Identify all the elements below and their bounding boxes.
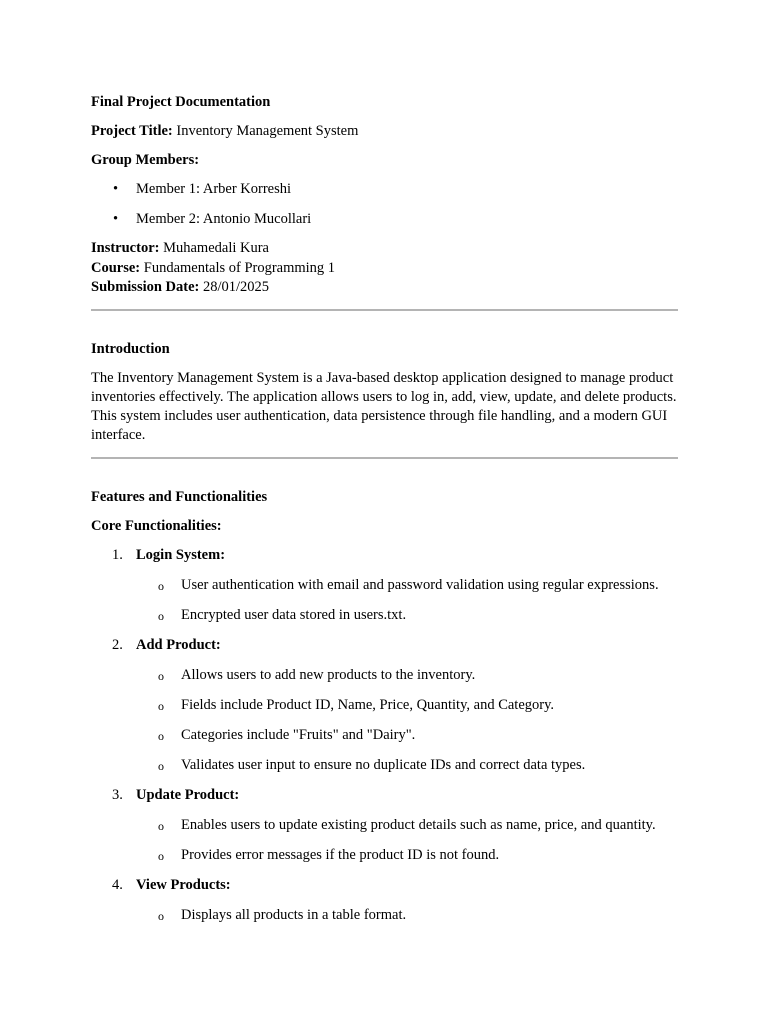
circle-bullet-icon: o	[158, 908, 164, 923]
bullet-icon: •	[113, 181, 119, 197]
circle-bullet-icon: o	[158, 698, 164, 713]
list-item: o Fields include Product ID, Name, Price, Quantity, and Category.	[158, 696, 555, 713]
course-meta	[91, 239, 678, 298]
member-list	[91, 180, 678, 228]
circle-bullet-icon: o	[158, 728, 164, 743]
feature-title: Login System:	[136, 546, 226, 563]
item-number: 4.	[112, 876, 123, 893]
list-item: o Encrypted user data stored in users.txt.	[158, 606, 407, 623]
list-item: o Displays all products in a table format.	[158, 906, 407, 923]
document-title: Final Project Documentation	[91, 94, 271, 110]
bullet-icon: •	[113, 211, 119, 227]
project-title-line	[91, 122, 678, 140]
feature-item-view-products	[91, 876, 678, 924]
feature-list	[91, 546, 678, 924]
feature-title: View Products:	[136, 876, 231, 893]
core-functionalities-heading: Core Functionalities:	[91, 517, 222, 534]
divider	[91, 309, 678, 311]
introduction-heading: Introduction	[91, 340, 170, 357]
list-item: o User authentication with email and password validation using regular expressions.	[158, 576, 659, 593]
instructor-label: Instructor:	[91, 240, 160, 256]
item-number: 2.	[112, 636, 123, 653]
document-page	[91, 93, 678, 936]
project-title-label: Project Title:	[91, 123, 173, 139]
item-number: 3.	[112, 786, 123, 803]
feature-item-login	[91, 546, 678, 624]
course-label: Course:	[91, 259, 141, 276]
introduction-text: The Inventory Management System is a Java-based desktop application designed to manage product inventories effectively. The application allows users to log in, add, view, update, and delete products. This system includes user authentication, data persistence through file handling, and a modern GUI interface.	[91, 369, 677, 444]
sub-list	[136, 576, 678, 624]
submission-line	[91, 278, 678, 298]
member-name: Member 1: Arber Korreshi	[136, 181, 292, 197]
feature-item-add-product	[91, 636, 678, 774]
sub-list	[136, 906, 678, 924]
circle-bullet-icon: o	[158, 848, 164, 863]
sub-list	[136, 816, 678, 864]
course-line	[91, 259, 678, 279]
feature-title: Update Product:	[136, 786, 240, 803]
circle-bullet-icon: o	[158, 758, 164, 773]
circle-bullet-icon: o	[158, 608, 164, 623]
submission-label: Submission Date:	[91, 279, 200, 295]
circle-bullet-icon: o	[158, 578, 164, 593]
project-title-value: Inventory Management System	[172, 123, 359, 139]
list-item: o Categories include "Fruits" and "Dairy".	[158, 726, 416, 743]
list-item	[91, 210, 678, 228]
feature-item-update-product	[91, 786, 678, 864]
list-item	[91, 180, 678, 198]
divider	[91, 457, 678, 459]
circle-bullet-icon: o	[158, 668, 164, 683]
features-heading: Features and Functionalities	[91, 488, 268, 505]
list-item: o Enables users to update existing product details such as name, price, and quantity.	[158, 816, 656, 833]
course-value: Fundamentals of Programming 1	[140, 259, 336, 276]
instructor-value: Muhamedali Kura	[159, 240, 269, 256]
instructor-line	[91, 239, 678, 259]
list-item: o Provides error messages if the product ID is not found.	[158, 846, 500, 863]
list-item: o Allows users to add new products to the inventory.	[158, 666, 476, 683]
circle-bullet-icon: o	[158, 818, 164, 833]
member-name: Member 2: Antonio Mucollari	[136, 211, 312, 227]
feature-title: Add Product:	[136, 636, 221, 653]
sub-list	[136, 666, 678, 774]
group-members-heading: Group Members:	[91, 152, 200, 168]
submission-value: 28/01/2025	[199, 279, 270, 295]
list-item: o Validates user input to ensure no duplicate IDs and correct data types.	[158, 756, 586, 773]
item-number: 1.	[112, 546, 123, 563]
